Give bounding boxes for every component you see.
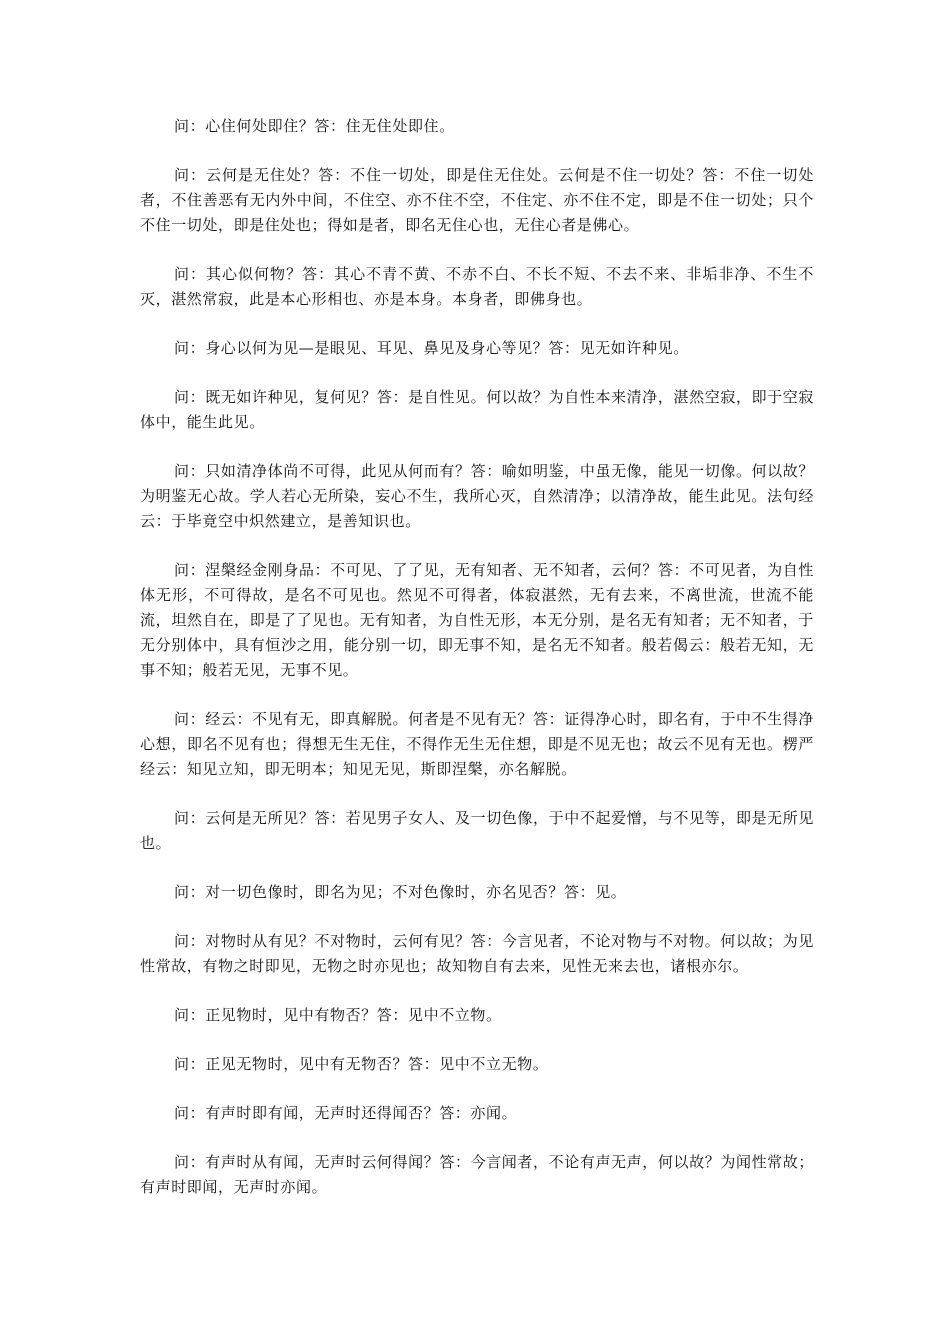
paragraph-9: 问：云何是无所见？答：若见男子女人、及一切色像，于中不起爱憎，与不见等，即是无所见也。 [140, 809, 814, 852]
paragraph-3: 问：其心似何物？答：其心不青不黄、不赤不白、不长不短、不去不来、非垢非净、不生不灭，湛然常寂，此是本心形相也、亦是本身。本身者，即佛身也。 [140, 265, 814, 308]
paragraph-8: 问：经云：不见有无，即真解脱。何者是不见有无？答：证得净心时，即名有，于中不生得净心想，即名不见有也；得想无生无住，不得作无生无住想，即是不见无也；故云不见有无也。楞严经云：知见立知，即无明本；知见无见，斯即涅槃，亦名解脱。 [140, 710, 814, 778]
paragraph-5: 问：既无如许种见，复何见？答：是自性见。何以故？为自性本来清净，湛然空寂，即于空寂体中，能生此见。 [140, 388, 814, 431]
paragraph-11: 问：对物时从有见？不对物时，云何有见？答：今言见者，不论对物与不对物。何以故；为见性常故，有物之时即见，无物之时亦见也；故知物自有去来，见性无来去也，诸根亦尔。 [140, 932, 814, 975]
paragraph-4: 问：身心以何为见—是眼见、耳见、鼻见及身心等见？答：见无如许种见。 [174, 339, 689, 357]
paragraph-2: 问：云何是无住处？答：不住一切处，即是住无住处。云何是不住一切处？答：不住一切处者，不住善恶有无内外中间，不住空、亦不住不空，不住定、亦不住不定，即是不住一切处；只个不住一切处，即是住处也；得如是者，即名无住心也，无住心者是佛心。 [140, 166, 814, 234]
paragraph-1: 问：心住何处即住？答：住无住处即住。 [174, 117, 455, 135]
paragraph-12: 问：正见物时，见中有物否？答：见中不立物。 [174, 1006, 502, 1024]
paragraph-6: 问：只如清净体尚不可得，此见从何而有？答：喻如明鉴，中虽无像，能见一切像。何以故？为明鉴无心故。学人若心无所染，妄心不生，我所心灭，自然清净；以清净故，能生此见。法句经云：于毕竟空中炽然建立，是善知识也。 [140, 462, 814, 530]
paragraph-14: 问：有声时即有闻，无声时还得闻否？答：亦闻。 [174, 1104, 518, 1122]
paragraph-10: 问：对一切色像时，即名为见；不对色像时，亦名见否？答：见。 [174, 883, 627, 901]
paragraph-13: 问：正见无物时，见中有无物否？答：见中不立无物。 [174, 1055, 549, 1073]
paragraph-15: 问：有声时从有闻，无声时云何得闻？答：今言闻者，不论有声无声，何以故？为闻性常故；有声时即闻，无声时亦闻。 [140, 1153, 814, 1196]
paragraph-7: 问：涅槃经金刚身品：不可见、了了见，无有知者、无不知者，云何？答：不可见者，为自性体无形，不可得故，是名不可见也。然见不可得者，体寂湛然，无有去来，不离世流，世流不能流，坦然自在，即是了了见也。无有知者，为自性无形，本无分别，是名无有知者；无不知者，于无分别体中，具有恒沙之用，能分别一切，即无事不知，是名无不知者。般若偈云：般若无知，无事不知；般若无见，无事不见。 [140, 561, 814, 679]
document-page [140, 114, 814, 1224]
